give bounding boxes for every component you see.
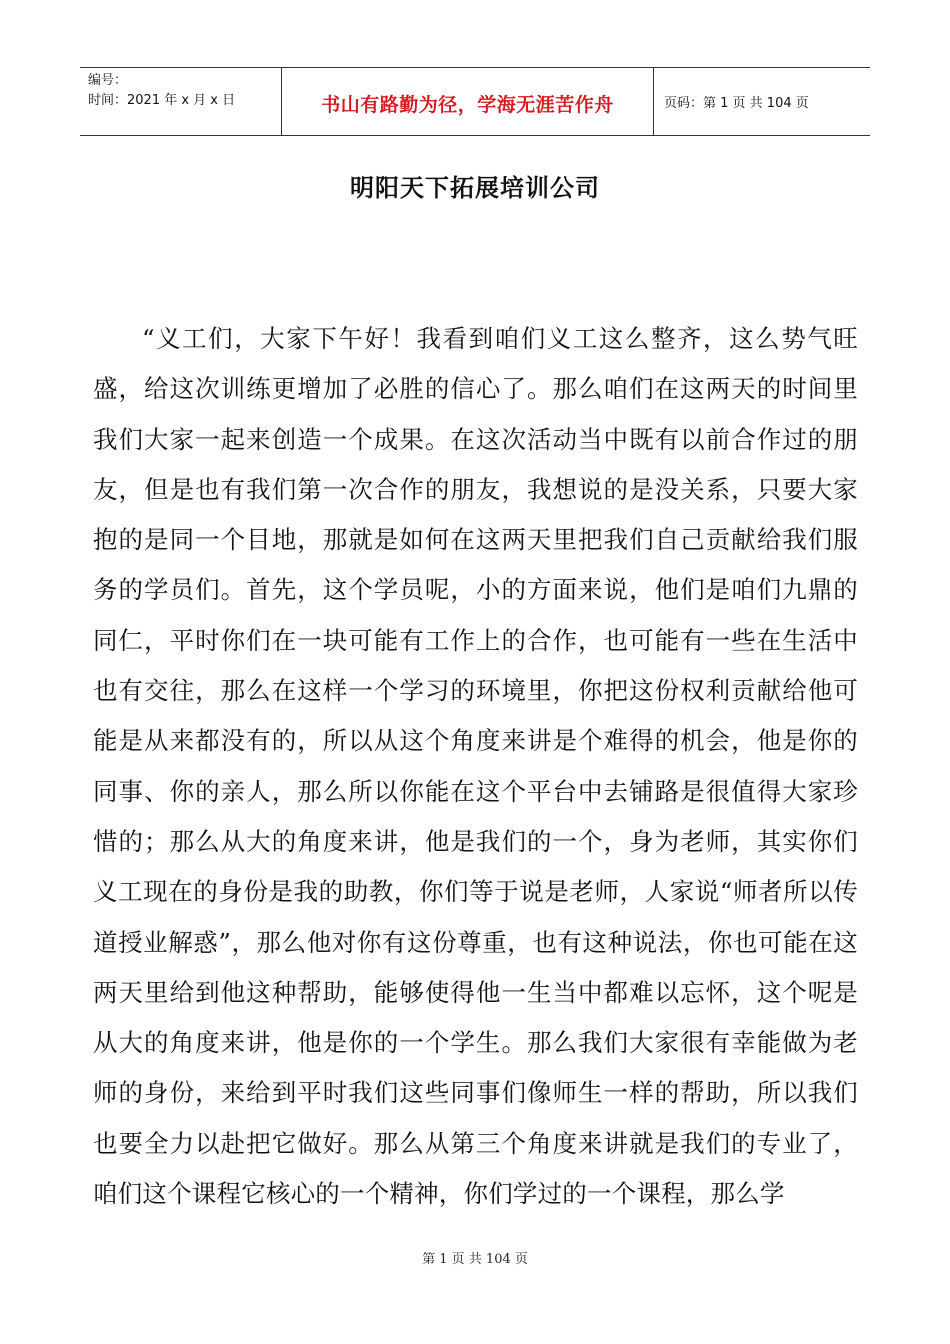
date-label: 时间：2021 年 x 月 x 日 [88, 93, 236, 108]
header-page-info [654, 68, 870, 135]
header-meta [80, 68, 282, 135]
document-header [80, 67, 870, 136]
page-footer: 第 1 页 共 104 页 [422, 1252, 528, 1267]
motto: 书山有路勤为径，学海无涯苦作舟 [321, 94, 614, 116]
body-paragraph: “义工们，大家下午好！我看到咱们义工这么整齐，这么势气旺盛，给这次训练更增加了必胜的信心了。那么咱们在这两天的时间里我们大家一起来创造一个成果。在这次活动当中既有以前合作过的朋友，但是也有我们第一次合作的朋友，我想说的是没关系，只要大家抱的是同一个目地，那就是如何在这两天里把我们自己贡献给我们服务的学员们。首先，这个学员呢，小的方面来说，他们是咱们九鼎的同仁，平时你们在一块可能有工作上的合作，也可能有一些在生活中也有交往，那么在这样一个学习的环境里，你把这份权利贡献给他可能是从来都没有的，所以从这个角度来讲是个难得的机会，他是你的同事、你的亲人，那么所以你能在这个平台中去铺路是很值得大家珍惜的；那么从大的角度来讲，他是我们的一个，身为老师，其实你们义工现在的身份是我的助教，你们等于说是老师，人家说“师者所以传道授业解惑”，那么他对你有这份尊重，也有这种说法，你也可能在这两天里给到他这种帮助，能够使得他一生当中都难以忘怀，这个呢是从大的角度来讲，他是你的一个学生。那么我们大家很有幸能做为老师的身份，来给到平时我们这些同事们像师生一样的帮助，所以我们也要全力以赴把它做好。那么从第三个角度来讲就是我们的专业了，咱们这个课程它核心的一个精神，你们学过的一个课程，那么学 [93, 324, 858, 1209]
number-label: 编号： [88, 73, 128, 88]
document-title: 明阳天下拓展培训公司 [350, 174, 600, 202]
header-motto-cell [282, 68, 654, 135]
page-info: 页码：第 1 页 共 104 页 [664, 96, 809, 111]
